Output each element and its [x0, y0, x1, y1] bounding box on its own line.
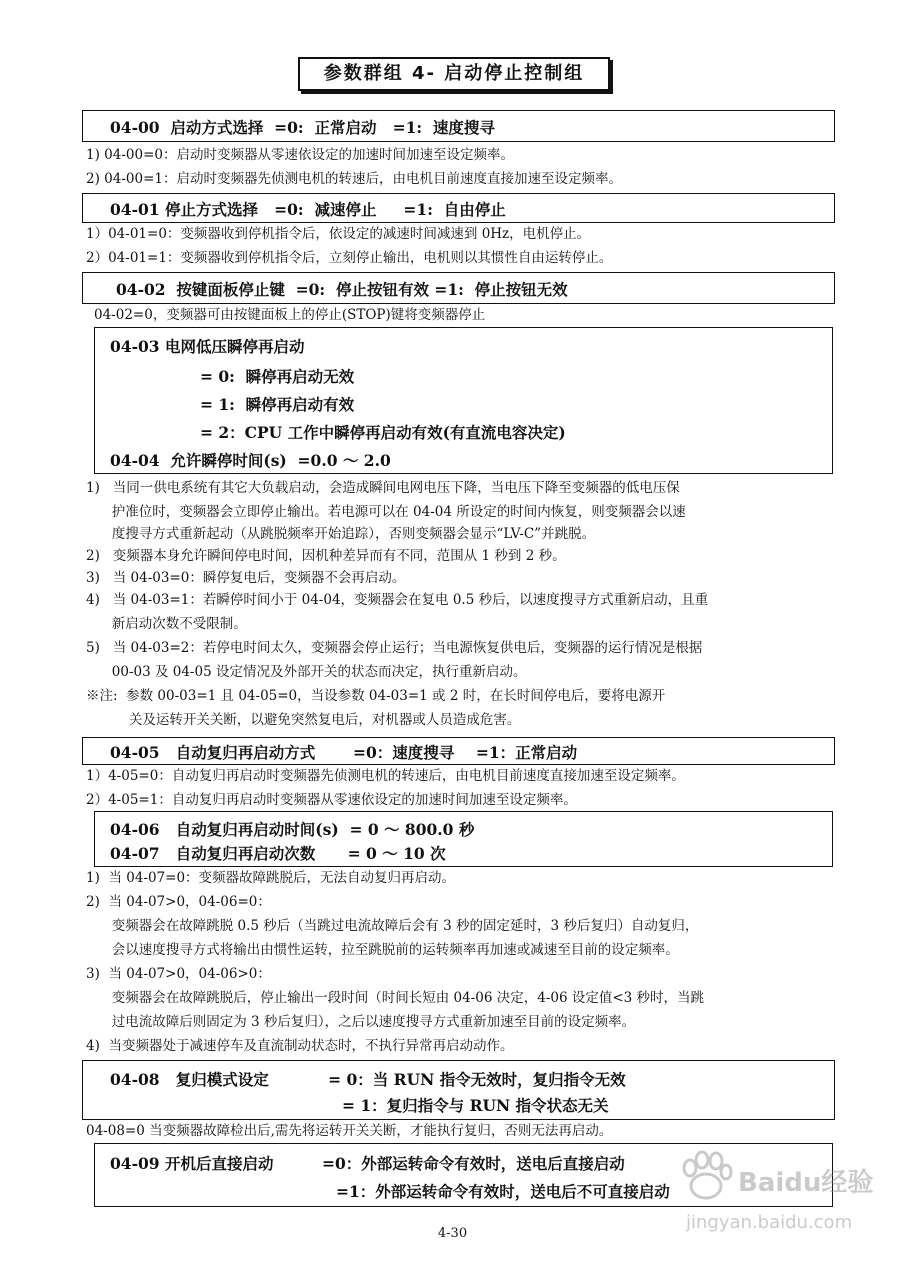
- param-header-04-02: 04-02 按键面板停止键 =0: 停止按钮有效 =1: 停止按钮无效: [116, 280, 568, 299]
- param-header-04-09: 04-09 开机后直接启动 =0：外部运转命令有效时，送电后直接启动: [110, 1154, 625, 1173]
- desc-line: 5) 当 04-03=2：若停电时间太久，变频器会停止运行；当电源恢复供电后，变频器的运行情况是根据: [86, 640, 703, 656]
- desc-line: 1）4-05=0：自动复归再启动时变频器先侦测电机的转速后，由电机目前速度直接加速至设定频率。: [86, 768, 685, 784]
- watermark: [676, 1148, 896, 1248]
- desc-line: 4) 当变频器处于减速停车及直流制动状态时，不执行异常再启动动作。: [86, 1038, 514, 1054]
- page-title: 参数群组 4- 启动停止控制组: [298, 57, 610, 91]
- desc-line: 1) 当 04-07=0：变频器故障跳脱后，无法自动复归再启动。: [86, 870, 456, 886]
- note-line: 关及运转开关关断，以避免突然复电后，对机器或人员造成危害。: [86, 712, 521, 728]
- desc-line: 度搜寻方式重新起动（从跳脱频率开始追踪），否则变频器会显示“LV-C”并跳脱。: [86, 526, 596, 542]
- option-line: = 0: 瞬停再启动无效: [200, 367, 355, 386]
- desc-line: 1) 04-00=0：启动时变频器从零速依设定的加速时间加速至设定频率。: [86, 147, 514, 163]
- desc-line: 新启动次数不受限制。: [86, 616, 247, 632]
- desc-line: 4) 当 04-03=1：若瞬停时间小于 04-04，变频器会在复电 0.5 秒后，以速度搜寻方式重新启动，且重: [86, 592, 709, 608]
- watermark-brand: Baidu经验: [738, 1168, 874, 1198]
- desc-line: 会以速度搜寻方式将输出由惯性运转，拉至跳脱前的运转频率再加速或减速至目前的设定频率。: [86, 942, 679, 958]
- param-header-04-00: 04-00 启动方式选择 =0: 正常启动 =1: 速度搜寻: [110, 118, 495, 137]
- desc-line: 04-02=0，变频器可由按键面板上的停止(STOP)键将变频器停止: [94, 307, 486, 323]
- option-line: =1：外部运转命令有效时，送电后不可直接启动: [336, 1182, 670, 1201]
- desc-line: 2）4-05=1：自动复归再启动时变频器从零速依设定的加速时间加速至设定频率。: [86, 792, 577, 808]
- param-header-04-08: 04-08 复归模式设定 = 0：当 RUN 指令无效时，复归指令无效: [110, 1070, 626, 1089]
- desc-line: 过电流故障后则固定为 3 秒后复归），之后以速度搜寻方式重新加速至目前的设定频率。: [86, 1014, 636, 1030]
- param-header-04-01: 04-01 停止方式选择 =0: 减速停止 =1: 自由停止: [110, 200, 506, 219]
- desc-line: 3) 当 04-03=0：瞬停复电后，变频器不会再启动。: [86, 570, 406, 586]
- param-header-04-04: 04-04 允许瞬停时间(s) =0.0 ～ 2.0: [110, 451, 391, 470]
- param-header-04-07: 04-07 自动复归再启动次数 = 0 ～ 10 次: [110, 844, 446, 863]
- param-header-04-03: 04-03 电网低压瞬停再启动: [110, 337, 305, 356]
- param-header-04-06: 04-06 自动复归再启动时间(s) = 0 ～ 800.0 秒: [110, 820, 475, 839]
- note-line: ※注: 参数 00-03=1 且 04-05=0，当设参数 04-03=1 或 2 时，在长时间停电后，要将电源开: [86, 688, 666, 704]
- desc-line: 护准位时，变频器会立即停止输出。若电源可以在 04-04 所设定的时间内恢复，则变频器会以速: [86, 504, 686, 520]
- option-line: = 2：CPU 工作中瞬停再启动有效(有直流电容决定): [200, 423, 566, 442]
- param-header-04-05: 04-05 自动复归再启动方式 =0：速度搜寻 =1：正常启动: [110, 743, 578, 762]
- desc-line: 变频器会在故障跳脱后，停止输出一段时间（时间长短由 04-06 决定，4-06 设定值<3 秒时，当跳: [86, 990, 705, 1006]
- desc-line: 变频器会在故障跳脱 0.5 秒后（当跳过电流故障后会有 3 秒的固定延时，3 秒后复归）自动复归，: [86, 918, 699, 934]
- desc-line: 2) 变频器本身允许瞬间停电时间，因机种差异而有不同，范围从 1 秒到 2 秒。: [86, 548, 566, 564]
- desc-line: 2）04-01=1：变频器收到停机指令后，立刻停止输出，电机则以其惯性自由运转停止。: [86, 250, 613, 266]
- desc-line: 04-08=0 当变频器故障检出后,需先将运转开关关断，才能执行复归，否则无法再启动。: [86, 1123, 613, 1139]
- option-line: = 1：复归指令与 RUN 指令状态无关: [342, 1096, 609, 1115]
- desc-line: 2) 04-00=1：启动时变频器先侦测电机的转速后，由电机目前速度直接加速至设定频率。: [86, 171, 622, 187]
- watermark-url: jingyan.baidu.com: [686, 1212, 853, 1233]
- page-number: 4-30: [437, 1226, 468, 1241]
- desc-line: 00-03 及 04-05 设定情况及外部开关的状态而决定，执行重新启动。: [86, 664, 527, 680]
- desc-line: 1）04-01=0：变频器收到停机指令后，依设定的减速时间减速到 0Hz，电机停止。: [86, 226, 591, 242]
- desc-line: 1) 当同一供电系统有其它大负载启动，会造成瞬间电网电压下降，当电压下降至变频器的低电压保: [86, 480, 680, 496]
- desc-line: 2) 当 04-07>0，04-06=0：: [86, 894, 271, 910]
- option-line: = 1: 瞬停再启动有效: [200, 395, 355, 414]
- paw-icon: [676, 1148, 736, 1208]
- desc-line: 3) 当 04-07>0，04-06>0：: [86, 966, 271, 982]
